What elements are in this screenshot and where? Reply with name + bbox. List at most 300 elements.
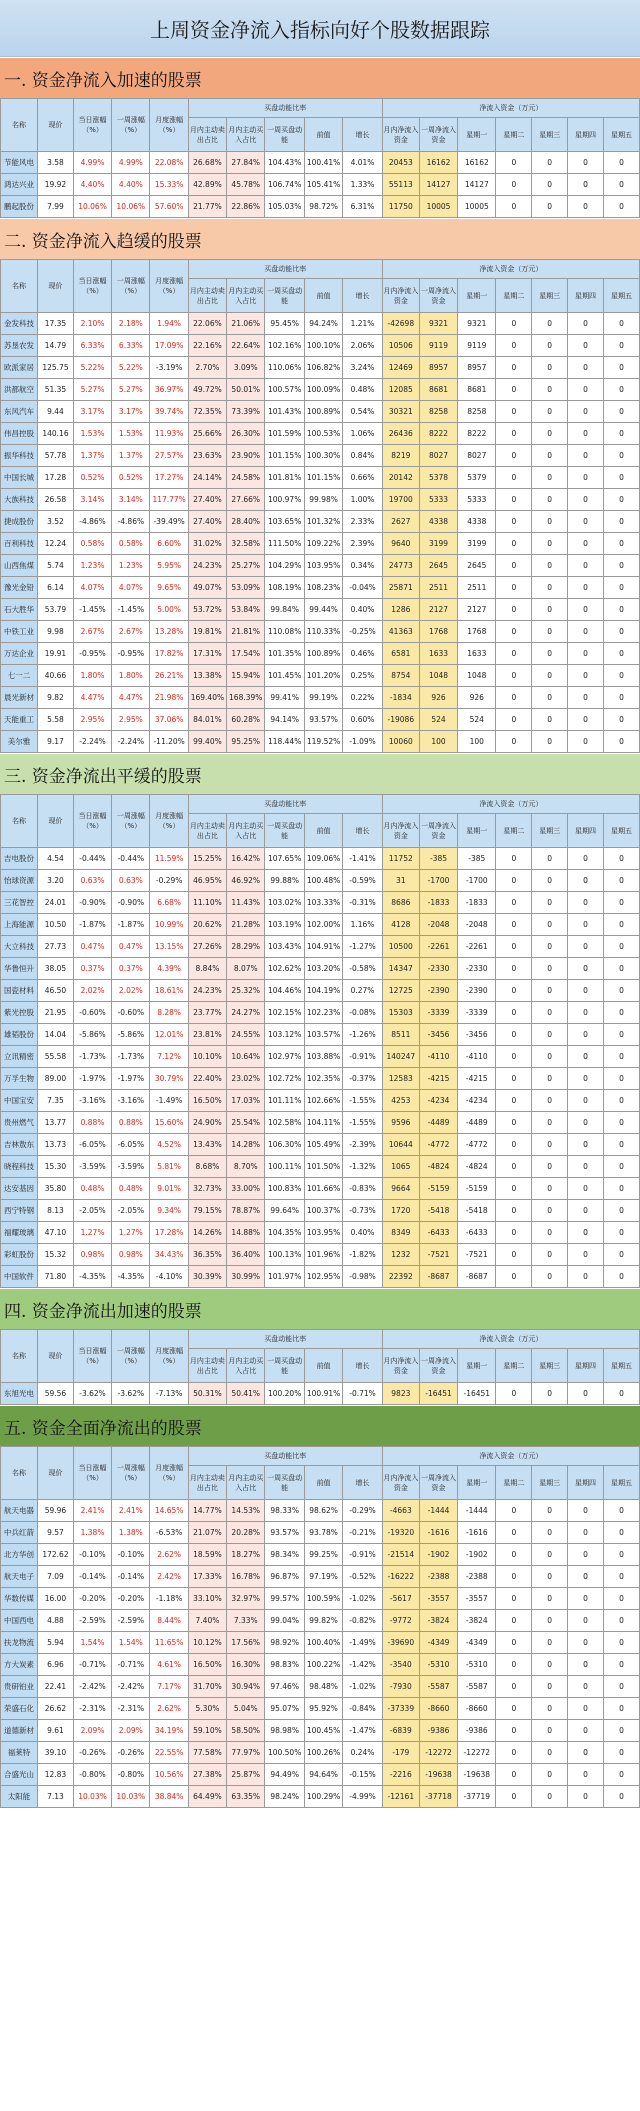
cell: 2.62% [150,1698,188,1720]
col-header-m-in: 月内主动买入占比 [227,1349,265,1383]
stock-name: 国瓷材料 [1,980,38,1002]
col-header-prev: 前值 [304,814,342,848]
col-header-growth: 增长 [343,814,383,848]
cell: 100.50% [265,1742,305,1764]
cell: 0.48% [73,1178,111,1200]
cell: 21.81% [227,621,265,643]
cell: 22.40% [188,1068,226,1090]
cell: 0 [603,335,639,357]
cell: -1902 [419,1544,457,1566]
cell: 1286 [382,599,419,621]
cell: -0.71% [73,1654,111,1676]
col-header-fri: 星期五 [603,814,639,848]
cell: -6.05% [73,1134,111,1156]
cell: 0 [568,511,604,533]
cell: -0.37% [343,1068,383,1090]
cell: -5159 [458,1178,496,1200]
cell: 0 [532,511,568,533]
cell: 5379 [458,467,496,489]
cell: -0.90% [73,892,111,914]
cell: 2.02% [112,980,150,1002]
cell: 0 [568,936,604,958]
cell: 524 [458,709,496,731]
cell: -1.26% [343,1024,383,1046]
cell: 1048 [458,665,496,687]
cell: 0 [568,1588,604,1610]
cell: 20453 [382,152,419,174]
cell: 3.14% [73,489,111,511]
table-row [1,1156,640,1178]
cell: -1.47% [343,1720,383,1742]
cell: -1.55% [343,1112,383,1134]
cell: 19700 [382,489,419,511]
cell: 1.27% [112,1222,150,1244]
stock-name: 节能风电 [1,152,38,174]
cell: -8687 [458,1266,496,1288]
col-header-month-chg: 月度涨幅（%） [150,795,188,848]
col-header-wed: 星期三 [532,814,568,848]
cell: 100.26% [304,1742,342,1764]
cell: 16.42% [227,848,265,870]
cell: 98.62% [304,1500,342,1522]
cell: 0 [568,1500,604,1522]
cell: 0.98% [73,1244,111,1266]
stock-name: 荣盛石化 [1,1698,38,1720]
cell: -4349 [458,1632,496,1654]
stock-name: 万达企业 [1,643,38,665]
section-title: 五. 资金全面净流出的股票 [0,1405,640,1446]
cell: 101.45% [265,665,305,687]
cell: 0.63% [73,870,111,892]
cell: 21.28% [227,914,265,936]
col-header-growth: 增长 [343,118,383,152]
col-header-w-net: 一周净流入资金 [419,814,457,848]
cell: -5617 [382,1588,419,1610]
col-header-price: 现价 [38,99,74,152]
cell: 100.53% [304,423,342,445]
cell: 100 [458,731,496,753]
cell: 0 [532,870,568,892]
cell: 0 [496,152,532,174]
cell: 0 [532,1588,568,1610]
cell: 100.41% [304,152,342,174]
cell: 4.47% [73,687,111,709]
cell: 0 [568,1244,604,1266]
cell: -3.19% [150,357,188,379]
cell: 53.84% [227,599,265,621]
cell: 16162 [458,152,496,174]
cell: 104.19% [304,980,342,1002]
cell: 0 [603,687,639,709]
cell: -0.60% [112,1002,150,1024]
cell: -9386 [419,1720,457,1742]
cell: 8957 [458,357,496,379]
cell: 0 [603,1002,639,1024]
col-header-growth: 增长 [343,1466,383,1500]
cell: 26.68% [188,152,226,174]
cell: 0 [603,1178,639,1200]
cell: -19638 [458,1764,496,1786]
cell: 10500 [382,936,419,958]
cell: 9.82 [38,687,74,709]
cell: 17.56% [227,1632,265,1654]
cell: 0 [603,709,639,731]
cell: 0 [603,1090,639,1112]
cell: 12725 [382,980,419,1002]
col-header-day-chg: 当日涨幅（%） [73,795,111,848]
cell: 98.92% [265,1632,305,1654]
cell: 18.27% [227,1544,265,1566]
cell: 38.84% [150,1786,188,1808]
cell: -0.15% [343,1764,383,1786]
cell: 10.12% [188,1632,226,1654]
cell: 0 [603,1566,639,1588]
cell: 6.14 [38,577,74,599]
cell: 0 [603,870,639,892]
col-header-fri: 星期五 [603,1466,639,1500]
cell: 0.98% [112,1244,150,1266]
cell: 0 [532,313,568,335]
table-row [1,621,640,643]
table-row [1,1610,640,1632]
cell: 27.66% [227,489,265,511]
cell: 7.09 [38,1566,74,1588]
cell: -0.80% [112,1764,150,1786]
cell: 2.06% [343,335,383,357]
cell: -7521 [458,1244,496,1266]
table-row [1,848,640,870]
cell: 5.27% [73,379,111,401]
cell: 0 [496,709,532,731]
cell: 21.07% [188,1522,226,1544]
cell: 101.20% [304,665,342,687]
cell: 46.92% [227,870,265,892]
cell: 10060 [382,731,419,753]
cell: 5.22% [112,357,150,379]
cell: 7.35 [38,1090,74,1112]
cell: -16451 [458,1383,496,1405]
cell: 0 [603,1654,639,1676]
cell: 8.84% [188,958,226,980]
cell: 0 [603,423,639,445]
cell: 0 [532,1500,568,1522]
stock-name: 吉林敖东 [1,1134,38,1156]
cell: 3.20 [38,870,74,892]
cell: -4.35% [112,1266,150,1288]
stock-name: 西宁特钢 [1,1200,38,1222]
cell: 9321 [419,313,457,335]
col-header-thu: 星期四 [568,1466,604,1500]
cell: 9119 [458,335,496,357]
cell: -2048 [458,914,496,936]
table-row [1,335,640,357]
cell: -1444 [458,1500,496,1522]
cell: 14127 [419,174,457,196]
stock-name: 晓程科技 [1,1156,38,1178]
cell: 9119 [419,335,457,357]
table-row [1,1500,640,1522]
cell: 26.21% [150,665,188,687]
cell: 101.81% [265,467,305,489]
cell: 0 [496,1698,532,1720]
table-row [1,1068,640,1090]
cell: 0 [568,489,604,511]
cell: 1.16% [343,914,383,936]
cell: 0 [496,1676,532,1698]
cell: 1.37% [73,445,111,467]
cell: 18.59% [188,1544,226,1566]
col-header-price: 现价 [38,795,74,848]
cell: 98.72% [304,196,342,218]
col-header-m-out: 月内主动卖出占比 [188,279,226,313]
cell: -1.82% [343,1244,383,1266]
cell: -0.58% [343,958,383,980]
cell: 24.23% [188,555,226,577]
cell: 28.29% [227,936,265,958]
cell: 0 [496,174,532,196]
cell: 1065 [382,1156,419,1178]
cell: 99.41% [265,687,305,709]
cell: 109.06% [304,848,342,870]
cell: 30.39% [188,1266,226,1288]
cell: 10.50 [38,914,74,936]
cell: 99.84% [265,599,305,621]
table-row [1,980,640,1002]
cell: 0 [603,1156,639,1178]
cell: -4234 [419,1090,457,1112]
cell: 102.58% [265,1112,305,1134]
cell: 0 [603,489,639,511]
cell: 0 [568,643,604,665]
cell: 4.99% [73,152,111,174]
cell: 110.33% [304,621,342,643]
cell: -0.10% [112,1544,150,1566]
cell: 0 [603,1068,639,1090]
cell: 16.50% [188,1090,226,1112]
cell: 13.28% [150,621,188,643]
cell: 73.39% [227,401,265,423]
col-header-m-in: 月内主动买入占比 [227,814,265,848]
table-row [1,1178,640,1200]
cell: 0 [603,467,639,489]
cell: 10.03% [112,1786,150,1808]
cell: 0 [532,709,568,731]
cell: 101.15% [265,445,305,467]
cell: -39690 [382,1632,419,1654]
table-row [1,577,640,599]
stock-name: 福莱特 [1,1742,38,1764]
table-row [1,1698,640,1720]
stock-name: 鹏起股份 [1,196,38,218]
cell: -1616 [419,1522,457,1544]
cell: 9.44 [38,401,74,423]
cell: -12161 [382,1786,419,1808]
stock-name: 振华科技 [1,445,38,467]
cell: 100.09% [304,379,342,401]
cell: 8222 [458,423,496,445]
cell: -1.55% [343,1090,383,1112]
cell: 15.33% [150,174,188,196]
cell: 17.31% [188,643,226,665]
cell: 22.16% [188,335,226,357]
table-row [1,445,640,467]
cell: 125.75 [38,357,74,379]
stock-name: 三花智控 [1,892,38,914]
cell: 0 [532,958,568,980]
cell: 0 [496,643,532,665]
cell: 100.40% [304,1632,342,1654]
cell: 2.95% [112,709,150,731]
cell: 53.79 [38,599,74,621]
cell: 0 [496,1090,532,1112]
cell: -1.87% [112,914,150,936]
cell: 102.00% [304,914,342,936]
stock-name: 伟昌控股 [1,423,38,445]
col-header-wed: 星期三 [532,118,568,152]
cell: -2390 [458,980,496,1002]
cell: 102.95% [304,1266,342,1288]
cell: -2.24% [73,731,111,753]
cell: -19320 [382,1522,419,1544]
cell: 0.37% [112,958,150,980]
cell: -7930 [382,1676,419,1698]
cell: 98.34% [265,1544,305,1566]
cell: 27.84% [227,152,265,174]
cell: 4.61% [150,1654,188,1676]
cell: 0 [603,936,639,958]
cell: 1.37% [112,445,150,467]
stock-name: 紫光控股 [1,1002,38,1024]
cell: 10.56% [150,1764,188,1786]
cell: 0.63% [112,870,150,892]
cell: 103.33% [304,892,342,914]
cell: 0.40% [343,1222,383,1244]
stock-name: 航天电子 [1,1566,38,1588]
col-header-prev: 前值 [304,279,342,313]
stock-name: 百利科技 [1,533,38,555]
col-header-growth: 增长 [343,279,383,313]
table-row [1,1222,640,1244]
cell: -0.80% [73,1764,111,1786]
col-header-tue: 星期二 [496,814,532,848]
cell: 39.74% [150,401,188,423]
section-title: 四. 资金净流出加速的股票 [0,1288,640,1329]
cell: 50.31% [188,1383,226,1405]
cell: 30.79% [150,1068,188,1090]
col-header-thu: 星期四 [568,279,604,313]
cell: 0 [532,1046,568,1068]
cell: 1.54% [73,1632,111,1654]
cell: 0 [568,196,604,218]
cell: 36.40% [227,1244,265,1266]
cell: 4338 [419,511,457,533]
cell: 26436 [382,423,419,445]
cell: 108.19% [265,577,305,599]
cell: 0 [603,1383,639,1405]
cell: 103.20% [304,958,342,980]
cell: 2627 [382,511,419,533]
cell: 0 [568,577,604,599]
cell: -2.05% [112,1200,150,1222]
cell: 100.45% [304,1720,342,1742]
cell: 0 [603,1742,639,1764]
cell: 93.78% [304,1522,342,1544]
cell: 31 [382,870,419,892]
cell: 1.53% [112,423,150,445]
cell: 25871 [382,577,419,599]
cell: 3.58 [38,152,74,174]
cell: 0.52% [73,467,111,489]
stock-name: 上海能源 [1,914,38,936]
cell: 59.10% [188,1720,226,1742]
cell: -3.62% [73,1383,111,1405]
group-header-buy-power: 买盘动能比率 [188,99,382,118]
cell: 102.23% [304,1002,342,1024]
cell: 0 [568,174,604,196]
col-header-month-chg: 月度涨幅（%） [150,99,188,152]
cell: 15303 [382,1002,419,1024]
stock-table [0,1446,640,1808]
cell: 0 [603,1500,639,1522]
cell: 30.99% [227,1266,265,1288]
cell: 23.90% [227,445,265,467]
cell: -3456 [458,1024,496,1046]
cell: 0 [532,1676,568,1698]
cell: 2.62% [150,1544,188,1566]
cell: 0.25% [343,665,383,687]
cell: 0 [603,599,639,621]
cell: 4.01% [343,152,383,174]
cell: 33.00% [227,1178,265,1200]
table-row [1,731,640,753]
cell: 524 [419,709,457,731]
cell: 10.06% [73,196,111,218]
cell: -2.42% [73,1676,111,1698]
cell: 16162 [419,152,457,174]
cell: 45.78% [227,174,265,196]
cell: 99.25% [304,1544,342,1566]
cell: 105.41% [304,174,342,196]
cell: 100.20% [265,1383,305,1405]
cell: 33.10% [188,1588,226,1610]
cell: -0.29% [150,870,188,892]
cell: 59.56 [38,1383,74,1405]
cell: 0 [532,196,568,218]
cell: 0 [568,1178,604,1200]
table-row [1,1742,640,1764]
cell: 2127 [458,599,496,621]
cell: -1834 [382,687,419,709]
cell: 0 [603,1266,639,1288]
cell: 0 [532,489,568,511]
cell: -4663 [382,1500,419,1522]
cell: 58.50% [227,1720,265,1742]
col-header-m-net: 月内净流入资金 [382,1349,419,1383]
cell: 25.54% [227,1112,265,1134]
cell: 99.44% [304,599,342,621]
cell: -19086 [382,709,419,731]
cell: -1700 [458,870,496,892]
cell: 0 [603,1200,639,1222]
table-row [1,687,640,709]
stock-name: 航天电器 [1,1500,38,1522]
cell: -1.49% [150,1090,188,1112]
cell: 0 [568,533,604,555]
cell: 99.64% [265,1200,305,1222]
cell: 105.49% [304,1134,342,1156]
col-header-tue: 星期二 [496,118,532,152]
cell: 25.87% [227,1764,265,1786]
